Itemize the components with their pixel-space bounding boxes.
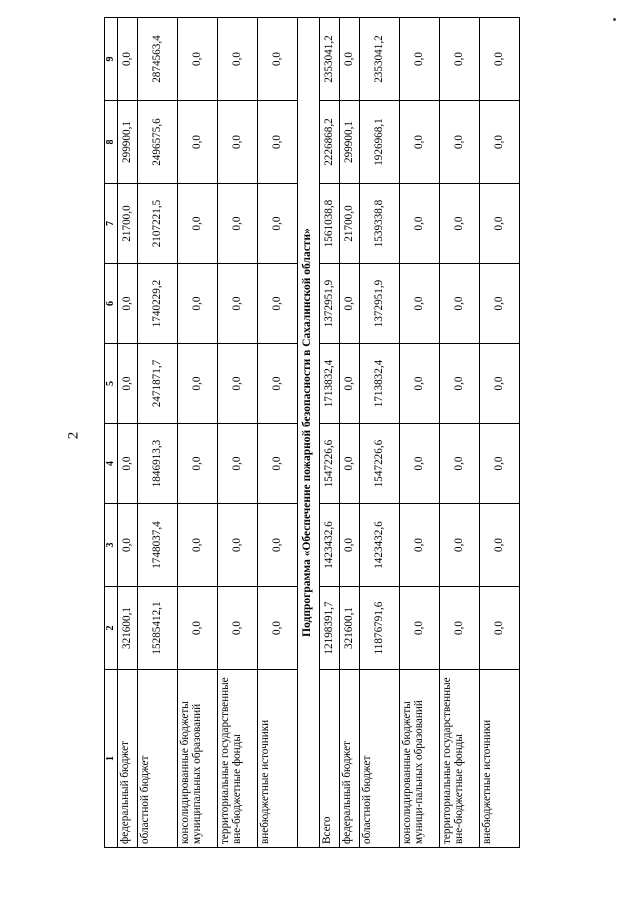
header-row [105,18,118,848]
value-cell: 0,0 [439,18,479,101]
value-cell: 0,0 [257,587,297,670]
row-label: областной бюджет [137,670,177,848]
row-label: внебюджетные источники [257,670,297,848]
value-cell: 321600,1 [339,587,359,670]
value-cell: 0,0 [257,344,297,424]
value-cell: 0,0 [117,264,137,344]
value-cell: 0,0 [217,18,257,101]
value-cell: 0,0 [217,101,257,184]
value-cell: 0,0 [439,184,479,264]
page-number: 2 [65,431,82,440]
table-row [399,18,439,848]
value-cell: 0,0 [117,344,137,424]
value-cell: 1372951,9 [319,264,339,344]
value-cell: 0,0 [339,344,359,424]
header-cell: 4 [105,424,118,504]
value-cell: 0,0 [399,344,439,424]
table-row [319,18,339,848]
value-cell: 0,0 [177,344,217,424]
value-cell: 15285412,1 [137,587,177,670]
value-cell: 1561038,8 [319,184,339,264]
value-cell: 0,0 [479,101,519,184]
header-cell: 2 [105,587,118,670]
value-cell: 0,0 [339,424,359,504]
row-label: областной бюджет [359,670,399,848]
table-row [257,18,297,848]
value-cell: 0,0 [177,184,217,264]
value-cell: 2496575,6 [137,101,177,184]
value-cell: 21700,0 [117,184,137,264]
value-cell: 11876791,6 [359,587,399,670]
value-cell: 299900,1 [339,101,359,184]
value-cell: 12198391,7 [319,587,339,670]
value-cell: 0,0 [399,424,439,504]
value-cell: 1713832,4 [319,344,339,424]
value-cell: 299900,1 [117,101,137,184]
value-cell: 0,0 [479,264,519,344]
value-cell: 0,0 [439,424,479,504]
value-cell: 0,0 [177,504,217,587]
row-label: консолидированные бюджеты муници-пальных образований [399,670,439,848]
header-cell: 5 [105,344,118,424]
value-cell: 0,0 [399,184,439,264]
table-row [137,18,177,848]
value-cell: 1748037,4 [137,504,177,587]
value-cell: 2471871,7 [137,344,177,424]
value-cell: 0,0 [177,424,217,504]
table-row [117,18,137,848]
table-row [479,18,519,848]
header-cell: 8 [105,101,118,184]
value-cell: 0,0 [217,184,257,264]
table-row [217,18,257,848]
value-cell: 0,0 [177,587,217,670]
value-cell: 0,0 [217,264,257,344]
value-cell: 0,0 [177,264,217,344]
value-cell: 0,0 [217,587,257,670]
rotated-table-frame [104,18,508,848]
value-cell: 1846913,3 [137,424,177,504]
value-cell: 0,0 [399,18,439,101]
value-cell: 0,0 [479,344,519,424]
table-row [177,18,217,848]
value-cell: 0,0 [117,18,137,101]
value-cell: 21700,0 [339,184,359,264]
budget-table [104,17,520,848]
value-cell: 0,0 [257,264,297,344]
value-cell: 1372951,9 [359,264,399,344]
value-cell: 0,0 [217,424,257,504]
value-cell: 0,0 [177,101,217,184]
section-row [297,18,319,848]
row-label: территориальные государственные вне-бюджетные фонды [439,670,479,848]
value-cell: 0,0 [399,504,439,587]
value-cell: 2874563,4 [137,18,177,101]
header-cell: 1 [105,670,118,848]
value-cell: 0,0 [439,504,479,587]
value-cell: 0,0 [479,184,519,264]
row-label: федеральный бюджет [339,670,359,848]
value-cell: 0,0 [257,424,297,504]
header-cell: 3 [105,504,118,587]
value-cell: 0,0 [339,18,359,101]
table-row [439,18,479,848]
header-cell: 9 [105,18,118,101]
value-cell: 0,0 [217,504,257,587]
row-label: Всего [319,670,339,848]
value-cell: 0,0 [479,504,519,587]
value-cell: 2107221,5 [137,184,177,264]
value-cell: 0,0 [257,18,297,101]
value-cell: 0,0 [339,264,359,344]
value-cell: 0,0 [257,101,297,184]
value-cell: 1539338,8 [359,184,399,264]
value-cell: 321600,1 [117,587,137,670]
value-cell: 0,0 [399,587,439,670]
value-cell: 1713832,4 [359,344,399,424]
value-cell: 0,0 [257,184,297,264]
row-label: консолидированные бюджеты муниципальных образований [177,670,217,848]
value-cell: 0,0 [399,264,439,344]
value-cell: 0,0 [257,504,297,587]
header-cell: 7 [105,184,118,264]
value-cell: 0,0 [399,101,439,184]
value-cell: 2226868,2 [319,101,339,184]
value-cell: 0,0 [339,504,359,587]
section-title: Подпрограмма «Обеспечение пожарной безопасности в Сахалинской области» [297,18,319,848]
value-cell: 0,0 [217,344,257,424]
value-cell: 0,0 [439,101,479,184]
scan-mark [613,18,616,21]
value-cell: 1547226,6 [319,424,339,504]
value-cell: 0,0 [479,587,519,670]
value-cell: 0,0 [117,424,137,504]
row-label: внебюджетные источники [479,670,519,848]
row-label: федеральный бюджет [117,670,137,848]
value-cell: 0,0 [439,587,479,670]
table-row [339,18,359,848]
row-label: территориальные государственные вне-бюджетные фонды [217,670,257,848]
table-row [359,18,399,848]
value-cell: 0,0 [439,264,479,344]
value-cell: 2353041,2 [319,18,339,101]
value-cell: 0,0 [177,18,217,101]
value-cell: 2353041,2 [359,18,399,101]
value-cell: 1547226,6 [359,424,399,504]
value-cell: 1423432,6 [359,504,399,587]
value-cell: 0,0 [479,424,519,504]
value-cell: 0,0 [479,18,519,101]
value-cell: 1423432,6 [319,504,339,587]
value-cell: 0,0 [439,344,479,424]
value-cell: 0,0 [117,504,137,587]
table-container [104,18,508,848]
value-cell: 1740229,2 [137,264,177,344]
header-cell: 6 [105,264,118,344]
value-cell: 1926968,1 [359,101,399,184]
